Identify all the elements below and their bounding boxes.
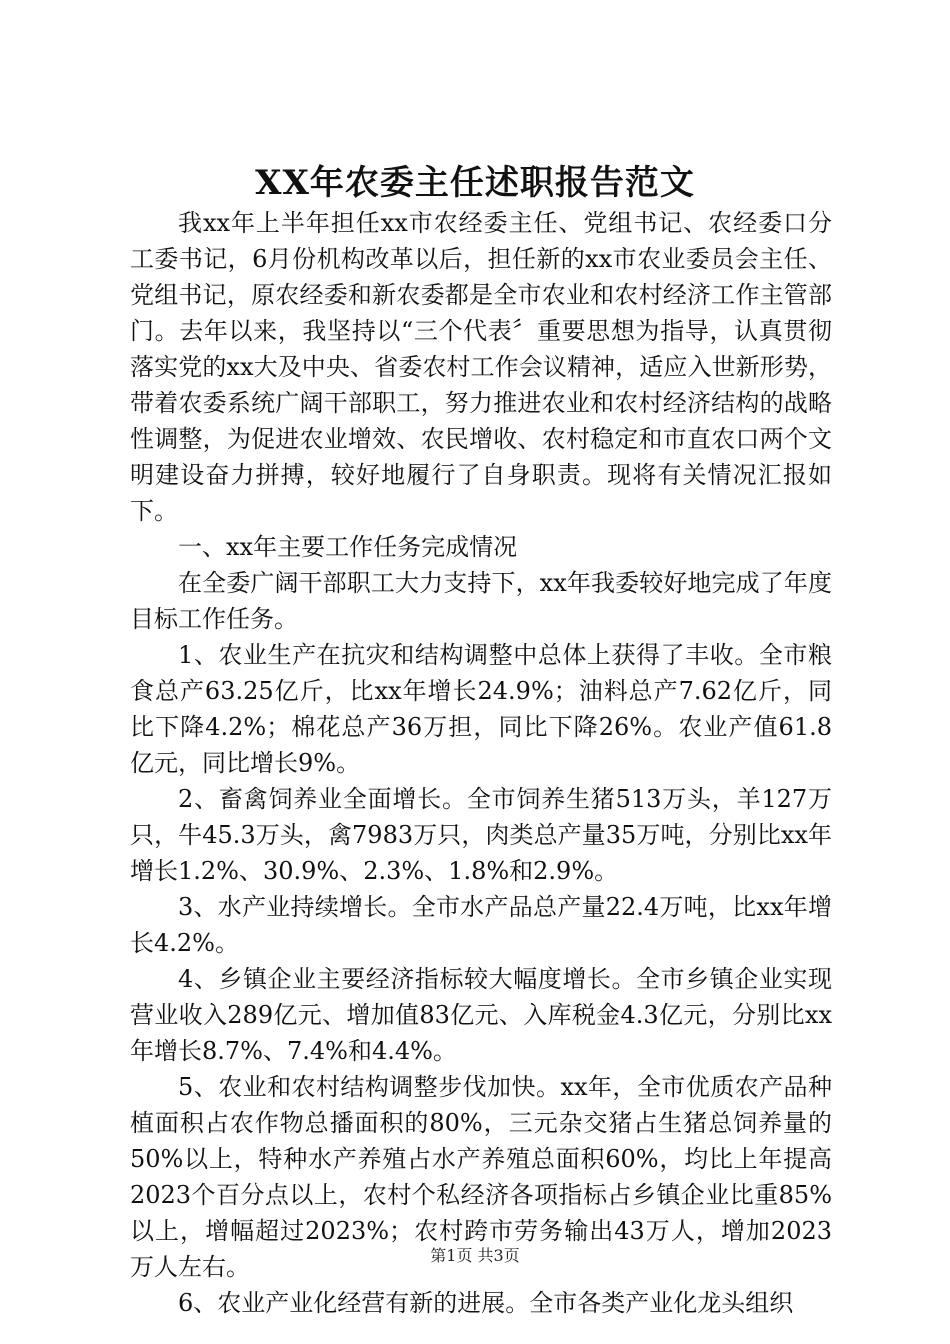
paragraph-intro: 我xx年上半年担任xx市农经委主任、党组书记、农经委口分工委书记，6月份机构改革以后，担任新的xx市农业委员会主任、党组书记，原农经委和新农委都是全市农业和农村经济工作主管部门。去年以来，我坚持以“三个代表〞重要思想为指导，认真贯彻落实党的xx大及中央、省委农村工作会议精神，适应入世新形势，带着农委系统广阔干部职工，努力推进农业和农村经济结构的战略性调整，为促进农业增效、农民增收、农村稳定和市直农口两个文明建设奋力拼搏，较好地履行了自身职责。现将有关情况汇报如下。 [130, 209, 832, 525]
paragraph-summary: 在全委广阔干部职工大力支持下，xx年我委较好地完成了年度目标工作任务。 [130, 569, 832, 633]
paragraph-item-3: 3、水产业持续增长。全市水产品总产量22.4万吨，比xx年增长4.2%。 [130, 893, 832, 957]
document-title: XX年农委主任述职报告范文 [255, 163, 695, 203]
section-heading: 一、xx年主要工作任务完成情况 [178, 533, 518, 561]
paragraph-item-5: 5、农业和农村结构调整步伐加快。xx年，全市优质农产品种植面积占农作物总播面积的80%，三元杂交猪占生猪总饲养量的50%以上，特种水产养殖占水产养殖总面积60%，均比上年提高2023个百分点以上，农村个私经济各项指标占乡镇企业比重85%以上，增幅超过2023%；农村跨市劳务输出43万人，增加2023万人左右。 [130, 1073, 832, 1281]
paragraph-item-2: 2、畜禽饲养业全面增长。全市饲养生猪513万头，羊127万只，牛45.3万头，禽7983万只，肉类总产量35万吨，分别比xx年增长1.2%、30.9%、2.3%、1.8%和2.9%。 [130, 785, 832, 885]
paragraph-item-6: 6、农业产业化经营有新的进展。全市各类产业化龙头组织 [178, 1289, 794, 1317]
paragraph-item-4: 4、乡镇企业主要经济指标较大幅度增长。全市乡镇企业实现营业收入289亿元、增加值83亿元、入库税金4.3亿元，分别比xx年增长8.7%、7.4%和4.4%。 [130, 965, 832, 1065]
document-body [130, 205, 832, 1321]
paragraph-item-1: 1、农业生产在抗灾和结构调整中总体上获得了丰收。全市粮食总产63.25亿斤，比xx年增长24.9%；油料总产7.62亿斤，同比下降4.2%；棉花总产36万担，同比下降26%。农业产值61.8亿元，同比增长9%。 [130, 641, 832, 777]
page-footer: 第1页 共3页 [430, 1246, 520, 1265]
